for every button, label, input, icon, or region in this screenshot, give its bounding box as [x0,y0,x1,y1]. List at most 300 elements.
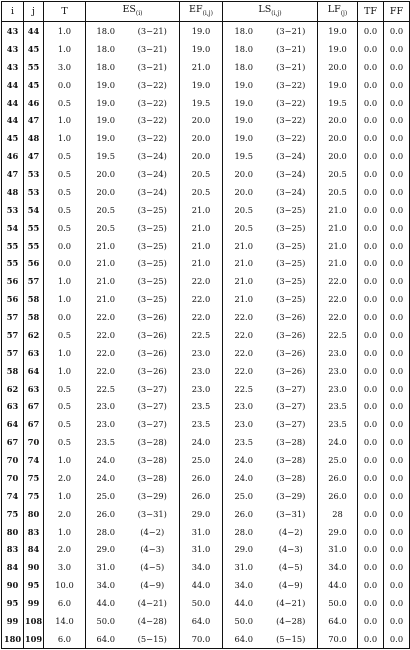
table-row [2,576,410,594]
col-header-t: T [44,2,86,22]
cell-es-date: (3−27) [137,401,167,412]
cell-ls-date: (3−22) [276,133,306,144]
cell-t: 0.5 [44,201,86,219]
cell-ff: 0.0 [384,487,410,505]
cell-i: 57 [2,308,24,326]
cell-ef: 34.0 [180,558,223,576]
table-row [2,58,410,76]
cell-i: 70 [2,451,24,469]
cell-es: 29.0 [86,541,126,559]
cell-i: 70 [2,469,24,487]
cell-es: 31.0 [86,558,126,576]
cell-ls: 19.0 [223,94,265,112]
cell-ls-date: (4−2) [278,526,303,537]
cell-i: 46 [2,147,24,165]
cell-j: 55 [24,58,44,76]
cell-t: 0.5 [44,219,86,237]
cell-i: 57 [2,326,24,344]
cell-ls: 34.0 [223,576,265,594]
cell-ls-date: (3−27) [276,401,306,412]
table-body [2,22,410,649]
cell-i: 53 [2,201,24,219]
cell-ls: 21.0 [223,290,265,308]
cell-lf: 26.0 [318,469,358,487]
cell-j: 44 [24,22,44,41]
cell-t: 2.0 [44,505,86,523]
cell-ef: 19.5 [180,94,223,112]
cell-lf: 44.0 [318,576,358,594]
cell-j: 63 [24,380,44,398]
cell-i: 55 [2,237,24,255]
cell-es-date: (4−9) [140,580,165,591]
cell-j: 99 [24,594,44,612]
cell-t: 10.0 [44,576,86,594]
cell-es: 19.0 [86,129,126,147]
table-row [2,112,410,130]
cell-es: 22.5 [86,380,126,398]
cell-es: 23.0 [86,415,126,433]
cell-tf: 0.0 [358,451,384,469]
cell-ff: 0.0 [384,433,410,451]
cell-es-date: (3−24) [137,186,167,197]
cell-i: 84 [2,558,24,576]
cell-es: 28.0 [86,523,126,541]
cell-ff: 0.0 [384,576,410,594]
cell-tf: 0.0 [358,290,384,308]
cell-t: 0.5 [44,433,86,451]
cell-i: 48 [2,183,24,201]
cell-j: 54 [24,201,44,219]
cell-lf: 28 [318,505,358,523]
cell-ls-date: (4−5) [278,562,303,573]
cell-tf: 0.0 [358,612,384,630]
table-row [2,201,410,219]
cell-j: 90 [24,558,44,576]
cell-ls-date: (3−28) [276,437,306,448]
col-header-tf: TF [358,2,384,22]
col-header-j: j [24,2,44,22]
table-row [2,147,410,165]
cell-ff: 0.0 [384,308,410,326]
cell-tf: 0.0 [358,219,384,237]
cell-es-date: (3−25) [137,276,167,287]
cell-ef: 23.5 [180,415,223,433]
table-row [2,469,410,487]
cell-ls-date: (3−25) [276,258,306,269]
cell-ls: 19.0 [223,129,265,147]
col-header-ef: $EF_{(i,j)}$ [180,2,223,22]
cell-ls-date: (3−22) [276,79,306,90]
cell-ls: 29.0 [223,541,265,559]
cell-es-date: (4−5) [140,562,165,573]
cell-i: 75 [2,505,24,523]
cell-ef: 23.0 [180,362,223,380]
cell-ls-date: (3−25) [276,240,306,251]
cell-es: 20.0 [86,183,126,201]
cell-ff: 0.0 [384,147,410,165]
cell-i: 55 [2,255,24,273]
cell-lf: 22.0 [318,308,358,326]
cell-i: 54 [2,219,24,237]
cell-ef: 20.5 [180,183,223,201]
cell-i: 43 [2,22,24,41]
cell-ff: 0.0 [384,451,410,469]
cell-lf: 21.0 [318,237,358,255]
cell-ls-date: (3−26) [276,365,306,376]
col-header-ff: FF [384,2,410,22]
cell-ls: 22.0 [223,362,265,380]
cell-tf: 0.0 [358,201,384,219]
cell-ff: 0.0 [384,594,410,612]
cell-ef: 19.0 [180,76,223,94]
table-row [2,487,410,505]
cell-ls-date: (3−27) [276,383,306,394]
cell-lf: 20.5 [318,183,358,201]
cell-ls: 20.0 [223,165,265,183]
cell-tf: 0.0 [358,40,384,58]
cell-i: 44 [2,112,24,130]
cell-tf: 0.0 [358,112,384,130]
cell-ls: 31.0 [223,558,265,576]
cell-t: 0.0 [44,308,86,326]
cell-ef: 24.0 [180,433,223,451]
cell-ls-date: (3−25) [276,276,306,287]
table-row [2,219,410,237]
cell-ff: 0.0 [384,237,410,255]
cell-j: 47 [24,112,44,130]
cell-t: 1.0 [44,40,86,58]
cell-ef: 31.0 [180,541,223,559]
cell-j: 48 [24,129,44,147]
cell-t: 2.0 [44,469,86,487]
cell-es-date: (3−22) [137,79,167,90]
cell-i: 83 [2,541,24,559]
cell-ff: 0.0 [384,398,410,416]
cell-es-date: (3−22) [137,97,167,108]
cell-ef: 21.0 [180,255,223,273]
cell-tf: 0.0 [358,76,384,94]
table-row [2,451,410,469]
cell-es-date: (3−24) [137,151,167,162]
table-row [2,255,410,273]
cell-tf: 0.0 [358,487,384,505]
cell-es-date: (4−28) [137,615,167,626]
cell-lf: 21.0 [318,219,358,237]
cell-ls: 21.0 [223,255,265,273]
cell-es: 21.0 [86,290,126,308]
col-header-i: i [2,2,24,22]
cell-es-date: (3−22) [137,133,167,144]
cell-tf: 0.0 [358,576,384,594]
cell-lf: 70.0 [318,630,358,649]
cell-es: 19.0 [86,112,126,130]
cell-t: 1.0 [44,344,86,362]
cell-t: 0.5 [44,380,86,398]
cell-i: 90 [2,576,24,594]
cell-ff: 0.0 [384,255,410,273]
cell-j: 53 [24,183,44,201]
cell-t: 0.5 [44,183,86,201]
table-row [2,290,410,308]
cell-es-date: (3−26) [137,312,167,323]
cell-i: 64 [2,415,24,433]
cell-es: 50.0 [86,612,126,630]
cell-j: 67 [24,415,44,433]
cell-ls-date: (5−15) [265,630,318,649]
cell-lf: 23.0 [318,362,358,380]
cell-ff: 0.0 [384,612,410,630]
cell-t: 1.0 [44,129,86,147]
cell-t: 6.0 [44,594,86,612]
cell-tf: 0.0 [358,505,384,523]
cell-ls: 22.0 [223,308,265,326]
cell-ls: 19.0 [223,76,265,94]
cell-t: 14.0 [44,612,86,630]
cell-lf: 19.0 [318,76,358,94]
cell-tf: 0.0 [358,344,384,362]
cell-tf: 0.0 [358,237,384,255]
cell-i: 74 [2,487,24,505]
cell-ls: 24.0 [223,451,265,469]
cell-t: 1.0 [44,272,86,290]
cell-ff: 0.0 [384,76,410,94]
cell-es: 64.0 [86,630,126,649]
cell-j: 67 [24,398,44,416]
cell-tf: 0.0 [358,362,384,380]
cell-ef: 31.0 [180,523,223,541]
cell-ef: 20.0 [180,129,223,147]
cell-ls-date: (3−26) [276,329,306,340]
cell-lf: 22.5 [318,326,358,344]
cell-tf: 0.0 [358,183,384,201]
cell-es: 44.0 [86,594,126,612]
cell-ls: 24.0 [223,469,265,487]
cell-t: 1.0 [44,112,86,130]
cell-t: 0.5 [44,415,86,433]
table-row [2,22,410,41]
cell-ff: 0.0 [384,129,410,147]
cell-ls: 20.5 [223,219,265,237]
cell-es: 26.0 [86,505,126,523]
cell-ls: 50.0 [223,612,265,630]
cell-ff: 0.0 [384,558,410,576]
cell-j: 75 [24,487,44,505]
table-row [2,344,410,362]
cell-es-date: (3−25) [137,258,167,269]
cell-es-date: (3−21) [137,61,167,72]
cell-j: 56 [24,255,44,273]
cell-t: 1.0 [44,290,86,308]
cell-es: 22.0 [86,326,126,344]
cell-ff: 0.0 [384,469,410,487]
cell-i: 56 [2,272,24,290]
cell-ef: 26.0 [180,469,223,487]
cell-lf: 24.0 [318,433,358,451]
cell-ls-date: (3−31) [276,508,306,519]
cell-es: 20.5 [86,201,126,219]
cell-t: 0.5 [44,165,86,183]
table-row [2,415,410,433]
cell-ls-date: (4−3) [278,544,303,555]
cell-tf: 0.0 [358,165,384,183]
cell-ef: 21.0 [180,201,223,219]
cell-t: 3.0 [44,58,86,76]
cell-ef: 21.0 [180,219,223,237]
cell-tf: 0.0 [358,558,384,576]
cell-es-date: (4−21) [137,598,167,609]
cell-ef: 19.0 [180,22,223,41]
cell-es-date: (3−25) [137,222,167,233]
cell-j: 64 [24,362,44,380]
cell-j: 95 [24,576,44,594]
cell-ls-date: (3−29) [276,490,306,501]
cell-t: 0.0 [44,255,86,273]
cell-ls-date: (3−26) [276,312,306,323]
cell-es-date: (3−26) [137,365,167,376]
table-row [2,630,410,649]
cell-lf: 34.0 [318,558,358,576]
cell-lf: 29.0 [318,523,358,541]
cell-j: 74 [24,451,44,469]
cell-es-date: (3−24) [137,169,167,180]
cell-ff: 0.0 [384,326,410,344]
cell-lf: 22.0 [318,272,358,290]
cell-ls: 20.0 [223,183,265,201]
cell-i: 56 [2,290,24,308]
cell-i: 62 [2,380,24,398]
cell-ls-date: (3−28) [276,455,306,466]
cell-tf: 0.0 [358,326,384,344]
cell-i: 57 [2,344,24,362]
cell-i: 43 [2,40,24,58]
cell-j: 62 [24,326,44,344]
cell-tf: 0.0 [358,630,384,649]
cell-lf: 20.0 [318,58,358,76]
cell-ls: 22.0 [223,326,265,344]
cell-es-date: (3−25) [137,294,167,305]
cell-es: 25.0 [86,487,126,505]
cell-t: 1.0 [44,22,86,41]
cell-lf: 23.5 [318,398,358,416]
cell-ls: 23.0 [223,415,265,433]
cell-i: 44 [2,94,24,112]
cell-lf: 21.0 [318,255,358,273]
cell-ff: 0.0 [384,344,410,362]
col-header-es: $ES_{(i)}$ [86,2,180,22]
cell-j: 63 [24,344,44,362]
cell-i: 95 [2,594,24,612]
cell-tf: 0.0 [358,594,384,612]
cell-es-date: (3−28) [137,472,167,483]
cell-es: 18.0 [86,22,126,41]
cell-j: 45 [24,40,44,58]
cell-lf: 25.0 [318,451,358,469]
table-row [2,380,410,398]
cell-es: 21.0 [86,272,126,290]
cell-es: 18.0 [86,58,126,76]
cell-ls-date: (4−28) [276,615,306,626]
table-row [2,237,410,255]
cell-tf: 0.0 [358,308,384,326]
cell-es-date: (3−25) [137,240,167,251]
cell-lf: 23.5 [318,415,358,433]
cell-ls-date: (4−9) [278,580,303,591]
cell-tf: 0.0 [358,58,384,76]
cell-ls: 28.0 [223,523,265,541]
cell-t: 0.5 [44,398,86,416]
cell-ef: 44.0 [180,576,223,594]
cell-ef: 23.0 [180,344,223,362]
cell-ef: 64.0 [180,612,223,630]
cell-ls-date: (3−27) [276,419,306,430]
cell-tf: 0.0 [358,255,384,273]
table-row [2,76,410,94]
cell-ef: 20.0 [180,112,223,130]
cell-lf: 21.0 [318,201,358,219]
cell-t: 2.0 [44,541,86,559]
cell-es-date: (3−29) [137,490,167,501]
table-row [2,326,410,344]
table-row [2,398,410,416]
cell-j: 70 [24,433,44,451]
cell-j: 46 [24,94,44,112]
cell-lf: 19.5 [318,94,358,112]
cell-t: 6.0 [44,630,86,649]
cell-ef: 20.0 [180,147,223,165]
cell-i: 47 [2,165,24,183]
cell-es: 23.0 [86,398,126,416]
table-row [2,594,410,612]
table-row [2,612,410,630]
cell-es: 24.0 [86,469,126,487]
cell-j: 55 [24,219,44,237]
cell-tf: 0.0 [358,433,384,451]
cell-ef: 22.0 [180,272,223,290]
table-row [2,433,410,451]
cell-i: 44 [2,76,24,94]
cell-ff: 0.0 [384,22,410,41]
cell-es-date: (3−31) [137,508,167,519]
cell-es-date: (3−27) [137,419,167,430]
cell-es-date: (4−2) [140,526,165,537]
cell-es-date: (3−27) [137,383,167,394]
cell-ls-date: (4−21) [276,598,306,609]
schedule-table [1,1,410,649]
cell-t: 0.5 [44,147,86,165]
cell-es: 22.0 [86,308,126,326]
cell-tf: 0.0 [358,523,384,541]
cell-es: 21.0 [86,237,126,255]
cell-i: 45 [2,129,24,147]
cell-j: 58 [24,290,44,308]
table-row [2,129,410,147]
cell-ls-date: (3−24) [276,169,306,180]
cell-es: 23.5 [86,433,126,451]
cell-ff: 0.0 [384,505,410,523]
cell-t: 1.0 [44,451,86,469]
cell-es: 34.0 [86,576,126,594]
cell-j: 58 [24,308,44,326]
table-row [2,558,410,576]
cell-ls-date: (3−21) [276,61,306,72]
cell-ls-date: (3−28) [276,472,306,483]
cell-ls-date: (3−25) [276,294,306,305]
table-row [2,523,410,541]
cell-es-date: (3−28) [137,455,167,466]
cell-lf: 26.0 [318,487,358,505]
cell-ls: 20.5 [223,201,265,219]
cell-lf: 23.0 [318,344,358,362]
